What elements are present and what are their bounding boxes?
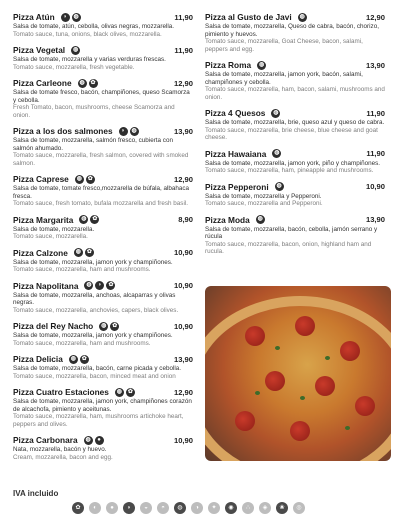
- menu-item-name: Pizza a los dos salmones: [13, 126, 113, 136]
- egg-icon: ●: [95, 436, 104, 445]
- dairy-icon: ◍: [76, 175, 82, 182]
- menu-item-price: 10,90: [173, 248, 193, 257]
- menu-item-name: Pizza Napolitana: [13, 280, 79, 291]
- peanut-icon: ◒: [140, 502, 152, 514]
- menu-item-description-es: Salsa de tomate, mozzarella, Queso de cabra, bacón, chorizo, pimiento y huevos.: [205, 23, 379, 38]
- egg-icon: ●: [106, 502, 118, 514]
- dairy-icon: ◍: [73, 13, 79, 20]
- menu-item-price: 10,90: [173, 281, 193, 290]
- menu-item-price: 10,90: [173, 321, 193, 331]
- menu-item-description-es: Salsa de tomate, atún, cebolla, olivas negras, mozzarella.: [13, 23, 175, 30]
- menu-item: [205, 11, 385, 53]
- mollusc-icon: ◎: [293, 502, 305, 514]
- menu-item-name: Pizza del Rey Nacho: [13, 321, 94, 331]
- dairy-icon: ◍: [299, 13, 305, 20]
- menu-item-description-en: Tomato sauce, fresh tomato, bufala mozzarella and fresh basil.: [13, 200, 189, 207]
- menu-item-price: 12,90: [365, 12, 385, 22]
- menu-item-price: 11,90: [174, 12, 193, 22]
- menu-column-left: [13, 11, 193, 467]
- menu-item-description-en: Tomato sauce, mozzarella, brie cheese, blue cheese and goat cheese.: [205, 126, 378, 141]
- menu-item: [13, 247, 193, 274]
- menu-item: [13, 320, 193, 347]
- menu-item-name: Pizza Delicia: [13, 354, 63, 364]
- menu-item-description-es: Salsa de tomate, mozzarella, brie, queso azul y queso de cabra.: [205, 119, 385, 126]
- menu-item-name: Pizza Hawaiana: [205, 148, 267, 159]
- menu-item-name: Pizza Cuatro Estaciones: [13, 387, 109, 397]
- menu-item-name: Pizza 4 Quesos: [205, 108, 266, 118]
- dairy-icon: ◍: [81, 216, 87, 222]
- menu-item-name: Pizza Calzone: [13, 247, 68, 258]
- menu-item-description-en: Tomato sauce, mozzarella, ham, pineapple and mushrooms.: [205, 167, 374, 174]
- menu-item-description-en: Tomato sauce, mozzarella, anchovies, capers, black olives.: [13, 306, 179, 314]
- gluten-icon: ✿: [86, 249, 92, 255]
- menu-item-description-es: Nata, mozzarella, bacón y huevo.: [13, 446, 107, 453]
- menu-item-description-en: Tomato sauce, mozzarella, fresh salmon, covered with smoked salmon.: [13, 152, 189, 167]
- menu-item: [13, 125, 193, 167]
- menu-item-name: Pizza Vegetal: [13, 45, 66, 55]
- dairy-icon: ◍: [116, 388, 123, 395]
- menu-item-description-es: Salsa de tomate, mozzarella, jamon york, piño y champiñones.: [205, 159, 380, 167]
- fish-icon: ◗: [61, 13, 70, 22]
- gluten-icon: ✿: [112, 322, 118, 329]
- menu-item-price: 11,90: [366, 108, 385, 118]
- menu-item-description-es: Salsa de tomate, mozzarella, bacón, carne picada y cebolla.: [13, 365, 182, 372]
- dairy-icon: ◍: [131, 127, 137, 134]
- lupin-icon: ❀: [276, 502, 288, 514]
- mustard-icon: ◉: [225, 502, 237, 514]
- dairy-icon: ◍: [257, 216, 263, 222]
- menu-item-name: Pizza Carbonara: [13, 435, 78, 445]
- menu-item-name: Pizza Pepperoni: [205, 181, 269, 192]
- dairy-icon: ◍: [75, 249, 81, 255]
- gluten-icon: ✿: [108, 282, 114, 288]
- menu-item-description-en: Tomato sauce, mozzarella, ham and mushrooms.: [13, 266, 151, 273]
- menu-item-description-es: Salsa de tomate, mozzarella, anchoas, alcaparras y olivas negras.: [13, 291, 176, 306]
- gluten-icon: ✿: [90, 79, 96, 86]
- vat-included-label: IVA incluido: [13, 489, 59, 498]
- menu-item-description-en: Tomato sauce, mozzarella, Goat Cheese, bacon, salami, peppers and egg.: [205, 38, 363, 53]
- dairy-icon: ◍: [86, 282, 92, 288]
- menu-item-name: Pizza al Gusto de Javi: [205, 12, 292, 22]
- dairy-icon: ◍: [101, 322, 107, 329]
- menu-item-description-en: Tomato sauce, mozzarella, fresh vegetable.: [13, 63, 135, 71]
- menu-item-price: 13,90: [173, 354, 193, 364]
- dairy-icon: ◍: [79, 79, 85, 86]
- menu-item-name: Pizza Margarita: [13, 214, 74, 225]
- menu-item-description-es: Salsa de tomate, mozzarella, bacón, cebolla, jamón serrano y rúcula: [205, 225, 378, 240]
- dairy-icon: ◍: [274, 150, 280, 156]
- menu-item-price: 8,90: [178, 215, 193, 224]
- menu-item: [13, 434, 193, 461]
- menu-item-description-en: Fresh Tomato, bacon, mushrooms, cheese Scamorza and onion.: [13, 104, 175, 119]
- dairy-icon: ◍: [70, 355, 76, 362]
- menu-item: [205, 59, 385, 101]
- menu-item-description-es: Salsa de tomate, mozzarella, jamon york, bacón, salami, champiñones y cebolla.: [205, 71, 363, 86]
- menu-item-price: 13,90: [173, 126, 193, 136]
- dairy-icon: ◍: [85, 436, 91, 443]
- menu-item-description-en: Tomato sauce, mozzarella, ham and mushrooms.: [13, 339, 151, 347]
- sulphite-icon: ◈: [259, 502, 271, 514]
- menu-item-description-en: Cream, mozzarella, bacon and egg.: [13, 453, 113, 461]
- gluten-icon: ✿: [81, 355, 87, 362]
- nuts-icon: ◑: [191, 502, 203, 514]
- menu-item: [205, 107, 385, 142]
- menu-item-price: 13,90: [365, 215, 385, 224]
- menu-item: [13, 280, 193, 315]
- menu-item-name: Pizza Atún: [13, 12, 55, 22]
- menu-item: [205, 214, 385, 256]
- menu-item: [13, 11, 193, 38]
- dairy-icon: ◍: [174, 502, 186, 514]
- menu-item-price: 10,90: [365, 182, 385, 191]
- celery-icon: ✦: [208, 502, 220, 514]
- menu-item-description-en: Tomato sauce, mozzarella, bacon, onion, highland ham and rucula.: [205, 240, 372, 255]
- dairy-icon: ◍: [73, 46, 79, 53]
- menu-item: [13, 214, 193, 241]
- menu-item-price: 10,90: [173, 435, 193, 445]
- menu-item-description-es: Salsa de tomate, mozzarella, jamon york y champiñones.: [13, 332, 173, 339]
- menu-item-description-en: Tomato sauce, mozzarella, ham, mushrooms artichoke heart, peppers and olives.: [13, 413, 184, 428]
- pizza-photo: [205, 286, 391, 461]
- fish-icon: ◗: [119, 127, 128, 136]
- menu-item-price: 12,90: [173, 174, 193, 184]
- menu-item-description-es: Salsa de tomate fresco, bacón, champiñones, queso Scamorza y cebolla.: [13, 89, 190, 104]
- menu-item: [205, 181, 385, 208]
- dairy-icon: ◍: [258, 61, 265, 68]
- menu-item-description-es: Salsa de tomate, mozzarella, jamon york, champiñones corazón de alcachofa, pimiento y aceitunas.: [13, 398, 192, 413]
- gluten-icon: ✿: [72, 502, 84, 514]
- gluten-icon: ✿: [87, 175, 93, 182]
- menu-item: [13, 353, 193, 380]
- menu-item-price: 11,90: [366, 149, 385, 158]
- gluten-icon: ✿: [127, 388, 133, 395]
- menu-item-name: Pizza Moda: [205, 214, 250, 225]
- menu-item-description-es: Salsa de tomate, mozzarella.: [13, 225, 95, 233]
- menu-item-name: Pizza Carleone: [13, 78, 72, 88]
- menu-item-description-es: Salsa de tomate, tomate fresco,mozzarella de búfala, albahaca fresca.: [13, 185, 190, 200]
- menu-item: [13, 44, 193, 71]
- menu-item-description-en: Tomato sauce, mozzarella, ham, bacon, salami, mushrooms and onion.: [205, 86, 385, 101]
- menu-item-description-en: Tomato sauce, tuna, onions, black olives, mozzarella.: [13, 30, 162, 38]
- menu-item-description-es: Salsa de tomate, mozzarella y varias verduras frescas.: [13, 56, 166, 63]
- menu-item-price: 13,90: [365, 60, 385, 70]
- menu-item: [205, 148, 385, 175]
- menu-item-description-en: Tomato sauce, mozzarella.: [13, 233, 88, 240]
- sesame-icon: ∴: [242, 502, 254, 514]
- menu-item-price: 12,90: [173, 387, 193, 397]
- menu-item: [13, 386, 193, 428]
- menu-column-right: [205, 11, 385, 262]
- allergen-legend: [72, 502, 305, 514]
- menu-item-price: 11,90: [174, 45, 193, 55]
- menu-item-price: 12,90: [173, 78, 193, 88]
- menu-item-description-en: Tomato sauce, mozzarella, bacon, minced meat and onion: [13, 372, 176, 380]
- fish-icon: ◗: [95, 281, 104, 290]
- menu-item-name: Pizza Caprese: [13, 174, 69, 184]
- menu-item-description-es: Salsa de tomate, mozzarella, salmón fresco, cubierta con salmón ahumado.: [13, 137, 173, 152]
- menu-item-description-en: Tomato sauce, mozzarella and Pepperoni.: [205, 200, 323, 207]
- soy-icon: ◓: [157, 502, 169, 514]
- menu-item-description-es: Salsa de tomate, mozzarella, jamon york y champiñones.: [13, 258, 173, 266]
- menu-item: [13, 173, 193, 208]
- dairy-icon: ◍: [273, 109, 279, 116]
- gluten-icon: ✿: [92, 216, 98, 222]
- menu-item-name: Pizza Roma: [205, 60, 252, 70]
- menu-item-description-es: Salsa de tomate, mozzarella y Pepperoni.: [205, 192, 322, 200]
- fish-icon: ◗: [123, 502, 135, 514]
- menu-item: [13, 77, 193, 119]
- dairy-icon: ◍: [276, 183, 282, 189]
- crustacean-icon: ◐: [89, 502, 101, 514]
